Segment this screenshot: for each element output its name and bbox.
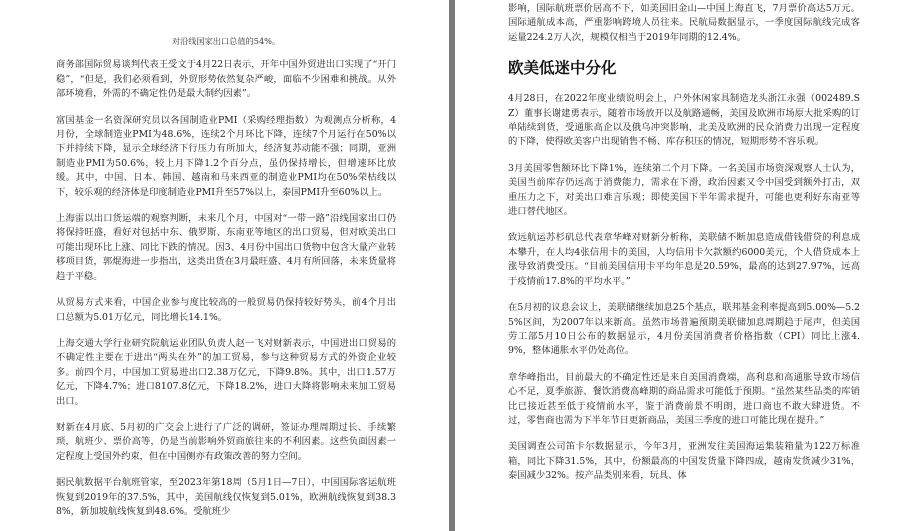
paragraph: 致远航运苏杉矶总代表章华峰对财新分析称，美联储不断加息造成借钱借贷的利息成本攀升，在人均4张信用卡的美国，人均信用卡欠款额约6000美元，个人借贷成本上涨导致消费受压。“目前美国信用卡平均年息是20.59%，最高的达到27.97%，远高于疫情前17.8%的平均水平。”: [508, 232, 860, 287]
paragraph: 3月美国零售额环比下降1%，连续第二个月下降。一名美国市场资深观察人士认为，美国当前库存仍远高于消费能力，需求在下滑，政治因素又令中国受到额外打击，双重压力之下，对美出口难言乐观；即使美国下半年需求提升，可能也更利好东南亚等进口替代地区。: [508, 162, 860, 218]
paragraph: 4月28日，在2022年度业绩说明会上，户外休闲家具制造龙头浙江永强（002489.SZ）董事长谢建勇表示，随着市场放开以及航路通畅，美国及欧洲市场原大批采购的订单陆续到货，受通胀高企以及俄乌冲突影响，北美及欧洲的民众消费力出现一定程度的下降，使得欧美客户出现销售不畅、库存积压的情况，短期形势不容乐观。: [508, 93, 860, 148]
left-text-column: [56, 34, 396, 519]
paragraph: 影响，国际航班票价居高不下，如美国旧金山—中国上海直飞，7月票价高达5万元。国际通航成本高，严重影响跨境人员往来。民航局数据显示，一季度国际航线完成客运量224.2万人次，规模仅相当于2019年同期的12.4%。: [508, 3, 860, 43]
paragraph: 财新在4月底、5月初的广交会上进行了广泛的调研，签证办理周期过长、手续繁琐，航班少、票价高等，仍是当前影响外贸商旅往来的不利因素。这些负面因素一定程度上受国外约束，但在中国侧亦有政策改善的努力空间。: [56, 421, 396, 462]
right-text-column: [508, 2, 860, 484]
paragraph: 据民航数据平台航班管家，至2023年第18周（5月1日—7日），中国国际客运航班恢复到2019年的37.5%，其中，美国航线仅恢复到5.01%，欧洲航线恢复到38.38%，新加坡航线恢复到48.6%。受航班少: [56, 477, 396, 517]
section-heading: 欧美低迷中分化: [508, 58, 617, 78]
paragraph: 上海雷以出口货运端的观察判断，未来几个月，中国对“一带一路”沿线国家出口仍将保持旺盛，看好对包括中东、俄罗斯、东南亚等地区的出口贸易，但对欧美出口可能出现环比上涨、同比下跌的情况。因3、4月份中国出口货物中包含大量产业转移项目货，郭焜海进一步指出，这类出货在3月最旺盛、4月有所回落，未来货量将趋于平稳。: [56, 213, 396, 282]
paragraph: 从贸易方式来看，中国企业参与度比较高的一般贸易仍保持较好势头，前4个月出口总额为5.01万亿元，同比增长14.1%。: [56, 297, 396, 323]
paragraph: 富国基金一名资深研究员以各国制造业PMI（采购经理指数）为观测点分析称，4月份，全球制造业PMI为48.6%，连续2个月环比下降，连续7个月运行在50%以下并持续下降，显示全球经济下行压力有所加大，经济复苏动能不强；同期，亚洲制造业PMI为50.6%，较上月下降1.2个百分点，虽仍保持增长，但增速环比放缓。其中，中国、日本、韩国、越南和马来西亚的制造业PMI均在50%荣枯线以下，较乐观的经济体是印度制造业PMI升至57%以上，泰国PMI升至60%以上。: [56, 114, 396, 198]
paragraph: 美国调查公司笛卡尔数据显示，今年3月，亚洲发往美国海运集装箱量为122万标准箱，同比下降31.5%，其中，份额最高的中国发货量下降四成，越南发货减少31%，泰国减少32%。按产品类别来看，玩具、体: [508, 441, 860, 482]
document-page-left: [0, 0, 449, 531]
paragraph: 上海交通大学行业研究院航运业团队负责人赵一飞对财新表示，中国进出口贸易的不确定性主要在于进出“两头在外”的加工贸易，参与这种贸易方式的外资企业较多。前四个月，中国加工贸易进出口2.38万亿元，下降9.8%。其中，出口1.57万亿元，下降4.7%；进口8107.8亿元，下降18.2%，进口大降将影响未来加工贸易出口。: [56, 337, 396, 407]
paragraph: 商务部国际贸易谈判代表王受文于4月22日表示，开年中国外贸进出口实现了“开门稳”，“但是，我们必须看到，外贸形势依然复杂严峻，面临不少困难和挑战。从外部环境看，外需的不确定性仍是最大制约因素”。: [56, 59, 396, 100]
figure-caption: 对沿线国家出口总值的54%。: [171, 36, 281, 46]
paragraph: 章华峰指出，目前最大的不确定性还是来自美国消费端，高利息和高通胀导致市场信心不足，夏季旅游、餐饮消费高峰期的商品需求可能低于预期。“虽然某些品类的库销比已接近甚至低于疫情前水平，鉴于消费前景不明朗，进口商也不敢大肆进货。不过，零售商也需为下半年节日更新商品，美国三季度的进口可能比现在提升。”: [508, 371, 860, 426]
paragraph: 在5月初的议息会议上，美联储继续加息25个基点，联邦基金利率提高到5.00%—5.25%区间，为2007年以来新高。虽然市场普遍预期美联储加息周期趋于尾声，但美国劳工部5月10日公布的数据显示，4月份美国消费者价格指数（CPI）同比上涨4.9%，整体通胀水平仍处高位。: [508, 302, 860, 357]
document-page-right: [455, 0, 900, 531]
